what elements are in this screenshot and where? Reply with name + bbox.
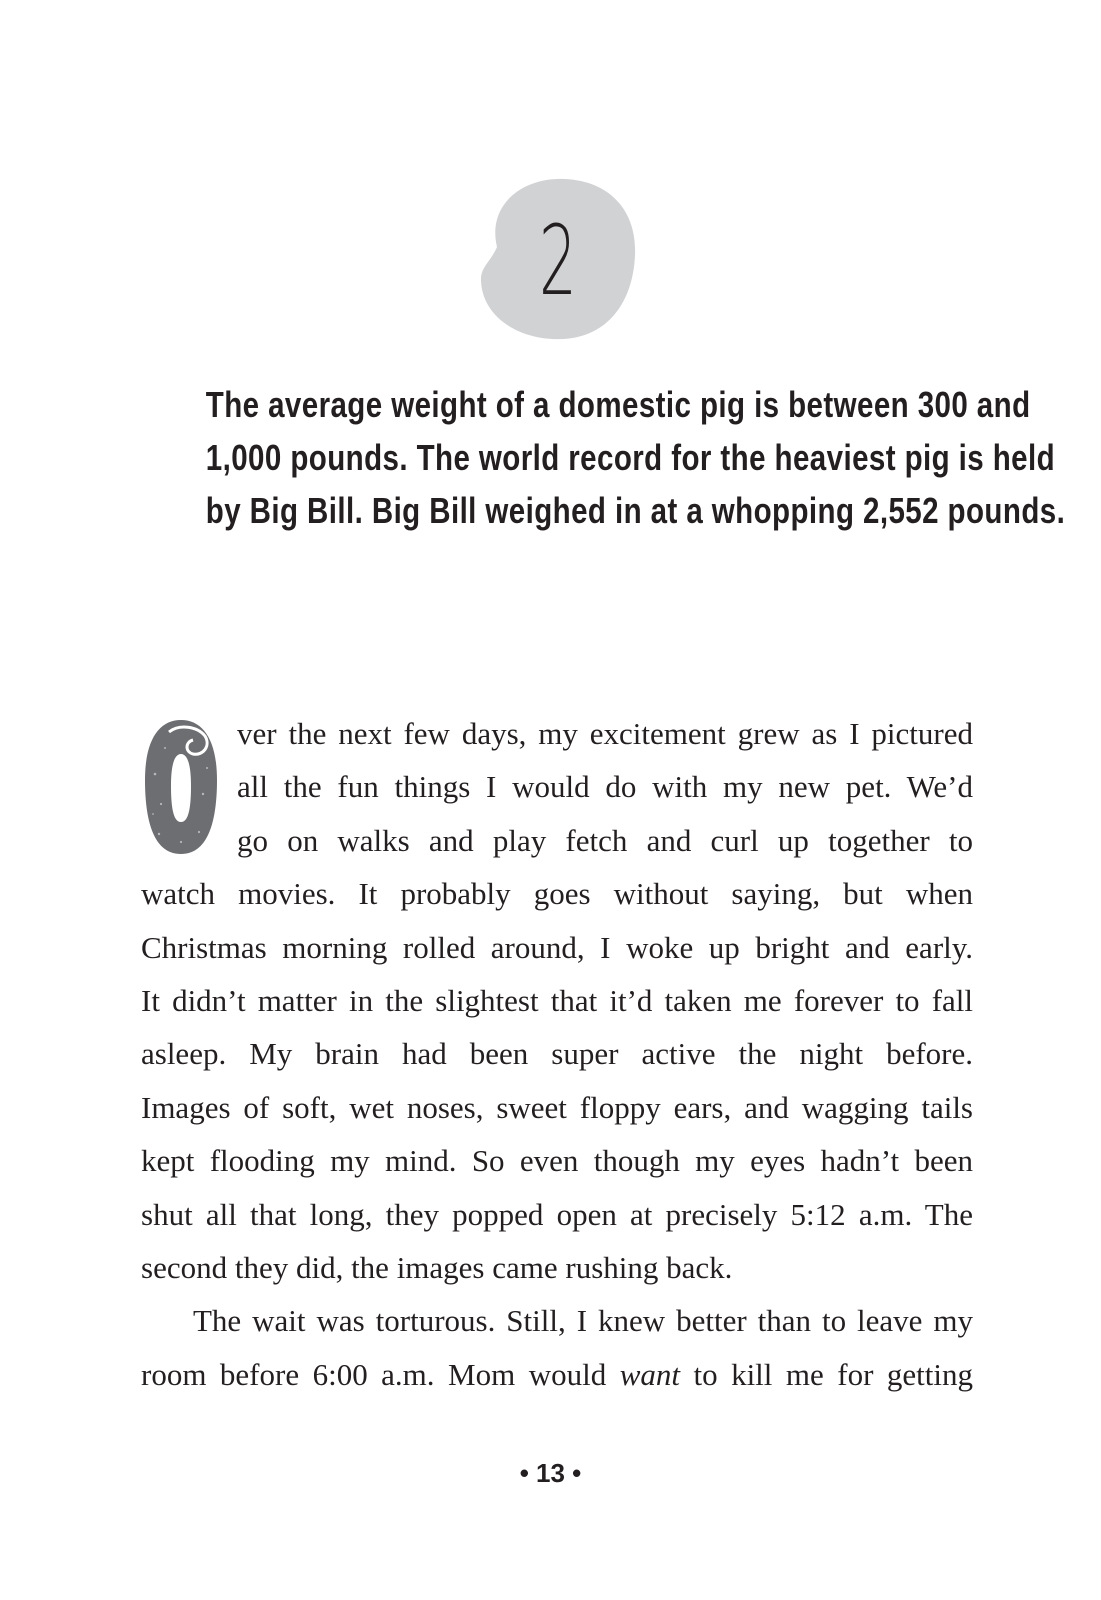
body-line: asleep. My brain had been super active the night before. bbox=[141, 1036, 973, 1072]
fact-line: The average weight of a domestic pig is between 300 and bbox=[205, 384, 1031, 425]
page-number: • 13 • bbox=[519, 1458, 582, 1488]
body-line: go on walks and play fetch and curl up together to bbox=[237, 822, 973, 858]
body-line: ver the next few days, my excitement grew as I pictured bbox=[237, 716, 973, 751]
fact-box bbox=[130, 378, 1066, 537]
body-text-run: room before 6:00 a.m. Mom would bbox=[141, 1356, 620, 1392]
body-text-run: to kill me for getting bbox=[679, 1356, 973, 1392]
body-text bbox=[141, 707, 973, 1401]
fact-line: by Big Bill. Big Bill weighed in at a whopping 2,552 pounds. bbox=[205, 490, 1066, 531]
body-line: kept flooding my mind. So even though my eyes hadn’t been bbox=[141, 1143, 973, 1179]
body-line: The wait was torturous. Still, I knew better than to leave my bbox=[193, 1303, 973, 1339]
chapter-number: 2 bbox=[539, 205, 577, 317]
body-text-italic: want bbox=[619, 1356, 680, 1392]
body-line: second they did, the images came rushing back. bbox=[141, 1250, 733, 1286]
body-line: Images of soft, wet noses, sweet floppy ears, and wagging tails bbox=[141, 1089, 973, 1125]
body-line: Christmas morning rolled around, I woke up bright and early. bbox=[141, 929, 973, 965]
body-line: all the fun things I would do with my new pet. We’d bbox=[237, 769, 973, 805]
fact-line: 1,000 pounds. The world record for the heaviest pig is held bbox=[205, 437, 1056, 478]
body-line-last bbox=[141, 1348, 973, 1401]
chapter-badge bbox=[477, 175, 639, 341]
body-line: shut all that long, they popped open at precisely 5:12 a.m. The bbox=[141, 1196, 973, 1232]
body-line: It didn’t matter in the slightest that it’d taken me forever to fall bbox=[141, 983, 973, 1019]
body-line: watch movies. It probably goes without saying, but when bbox=[141, 876, 973, 912]
